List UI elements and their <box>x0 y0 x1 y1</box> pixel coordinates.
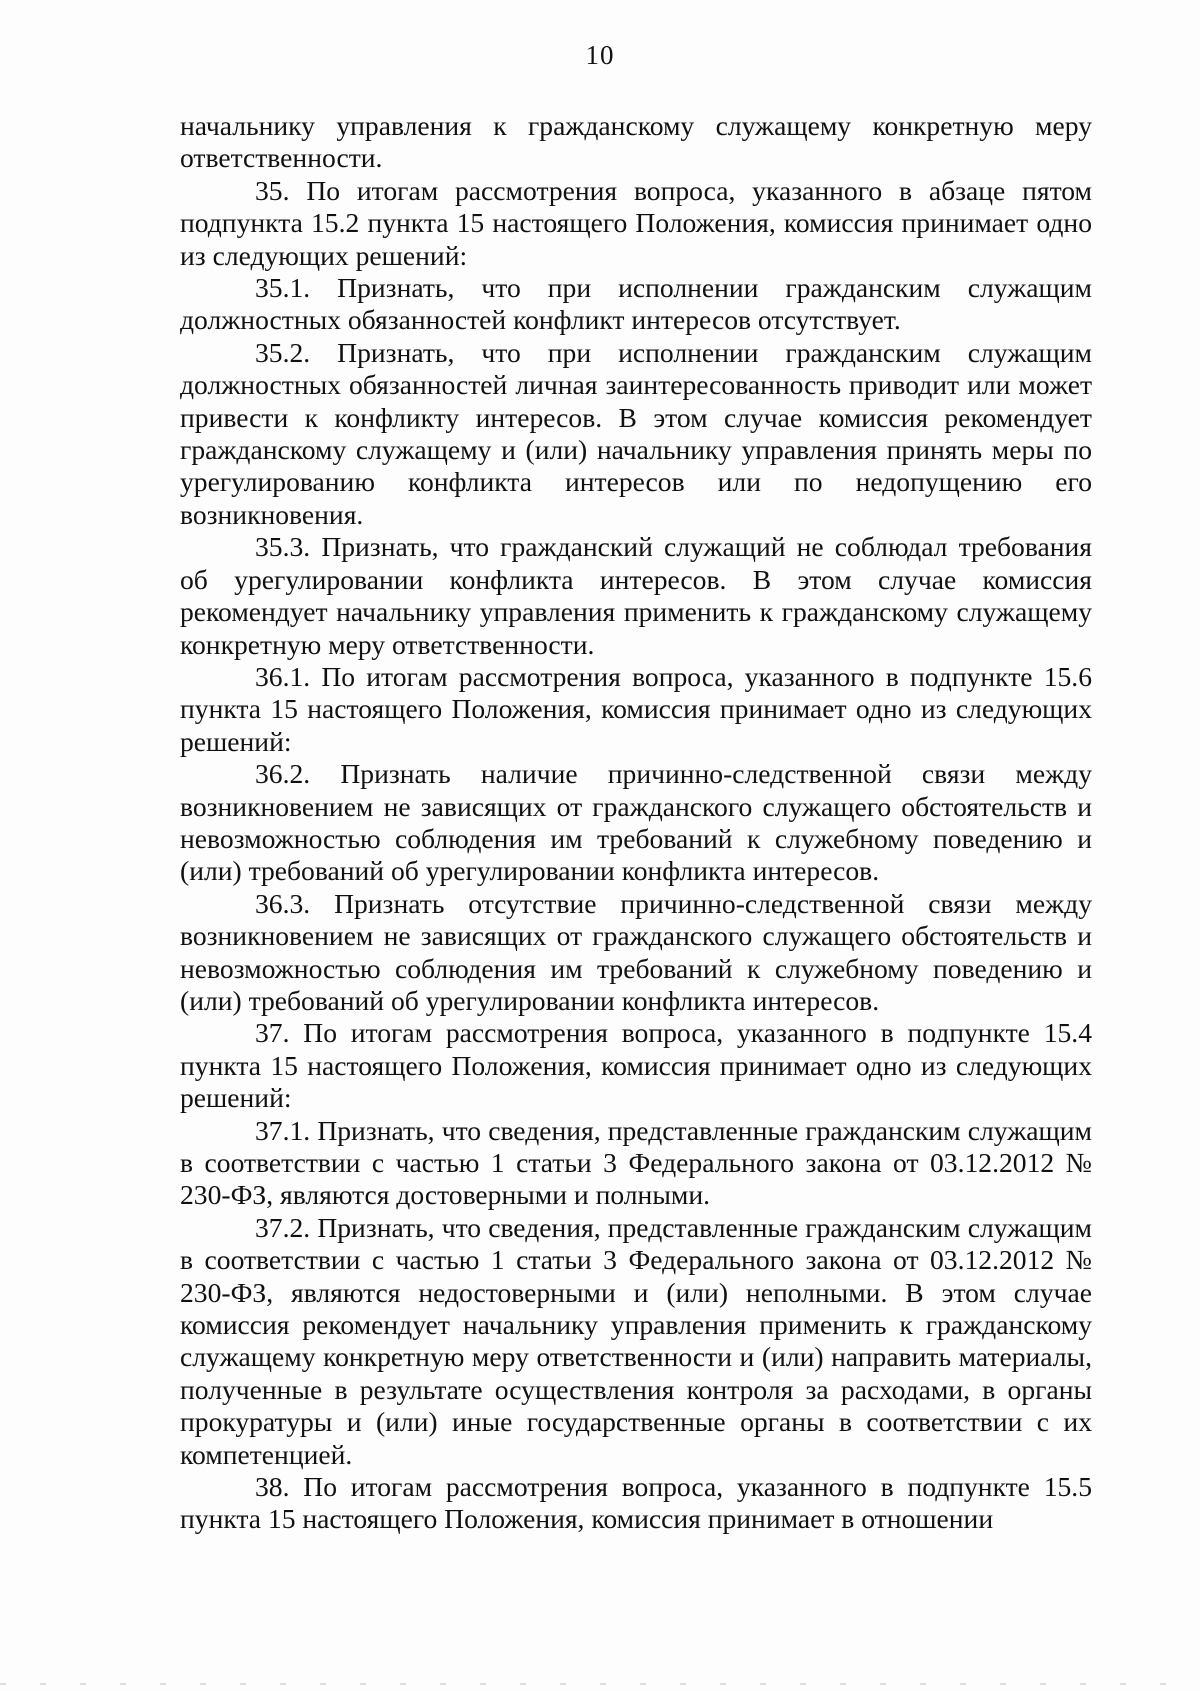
paragraph: 38. По итогам рассмотрения вопроса, указанного в подпункте 15.5 пункта 15 настоящего Положения, комиссия принимает в отношении <box>180 1471 1092 1535</box>
scan-edge-artifact <box>0 1683 1200 1685</box>
paragraph: начальнику управления к гражданскому служащему конкретную меру ответственности. <box>180 110 1092 174</box>
paragraph: 35.3. Признать, что гражданский служащий не соблюдал требования об урегулировании конфликта интересов. В этом случае комиссия рекомендует начальнику управления применить к гражданскому служащему конкретную меру ответственности. <box>180 531 1092 660</box>
paragraph: 36.1. По итогам рассмотрения вопроса, указанного в подпункте 15.6 пункта 15 настоящего Положения, комиссия принимает одно из следующих решений: <box>180 660 1092 757</box>
paragraph: 36.3. Признать отсутствие причинно-следственной связи между возникновением не зависящих от гражданского служащего обстоятельств и невозможностью соблюдения им требований к служебному поведению и (или) требований об урегулировании конфликта интересов. <box>180 887 1092 1016</box>
document-body <box>180 110 1092 1536</box>
paragraph: 35.1. Признать, что при исполнении гражданским служащим должностных обязанностей конфликт интересов отсутствует. <box>180 272 1092 336</box>
paragraph: 37.1. Признать, что сведения, представленные гражданским служащим в соответствии с частью 1 статьи 3 Федерального закона от 03.12.2012 № 230-ФЗ, являются достоверными и полными. <box>180 1114 1092 1211</box>
paragraph: 37.2. Признать, что сведения, представленные гражданским служащим в соответствии с частью 1 статьи 3 Федерального закона от 03.12.2012 № 230-ФЗ, являются недостоверными и (или) неполными. В этом случае комиссия рекомендует начальнику управления применить к гражданскому служащему конкретную меру ответственности и (или) направить материалы, полученные в результате осуществления контроля за расходами, в органы прокуратуры и (или) иные государственные органы в соответствии с их компетенцией. <box>180 1211 1092 1470</box>
paragraph: 36.2. Признать наличие причинно-следственной связи между возникновением не зависящих от гражданского служащего обстоятельств и невозможностью соблюдения им требований к служебному поведению и (или) требований об урегулировании конфликта интересов. <box>180 758 1092 887</box>
page-number: 10 <box>585 40 615 70</box>
paragraph: 35.2. Признать, что при исполнении гражданским служащим должностных обязанностей личная заинтересованность приводит или может привести к конфликту интересов. В этом случае комиссия рекомендует гражданскому служащему и (или) начальнику управления принять меры по урегулированию конфликта интересов или по недопущению его возникновения. <box>180 336 1092 530</box>
paragraph: 37. По итогам рассмотрения вопроса, указанного в подпункте 15.4 пункта 15 настоящего Положения, комиссия принимает одно из следующих решений: <box>180 1017 1092 1114</box>
paragraph: 35. По итогам рассмотрения вопроса, указанного в абзаце пятом подпункта 15.2 пункта 15 настоящего Положения, комиссия принимает одно из следующих решений: <box>180 174 1092 271</box>
